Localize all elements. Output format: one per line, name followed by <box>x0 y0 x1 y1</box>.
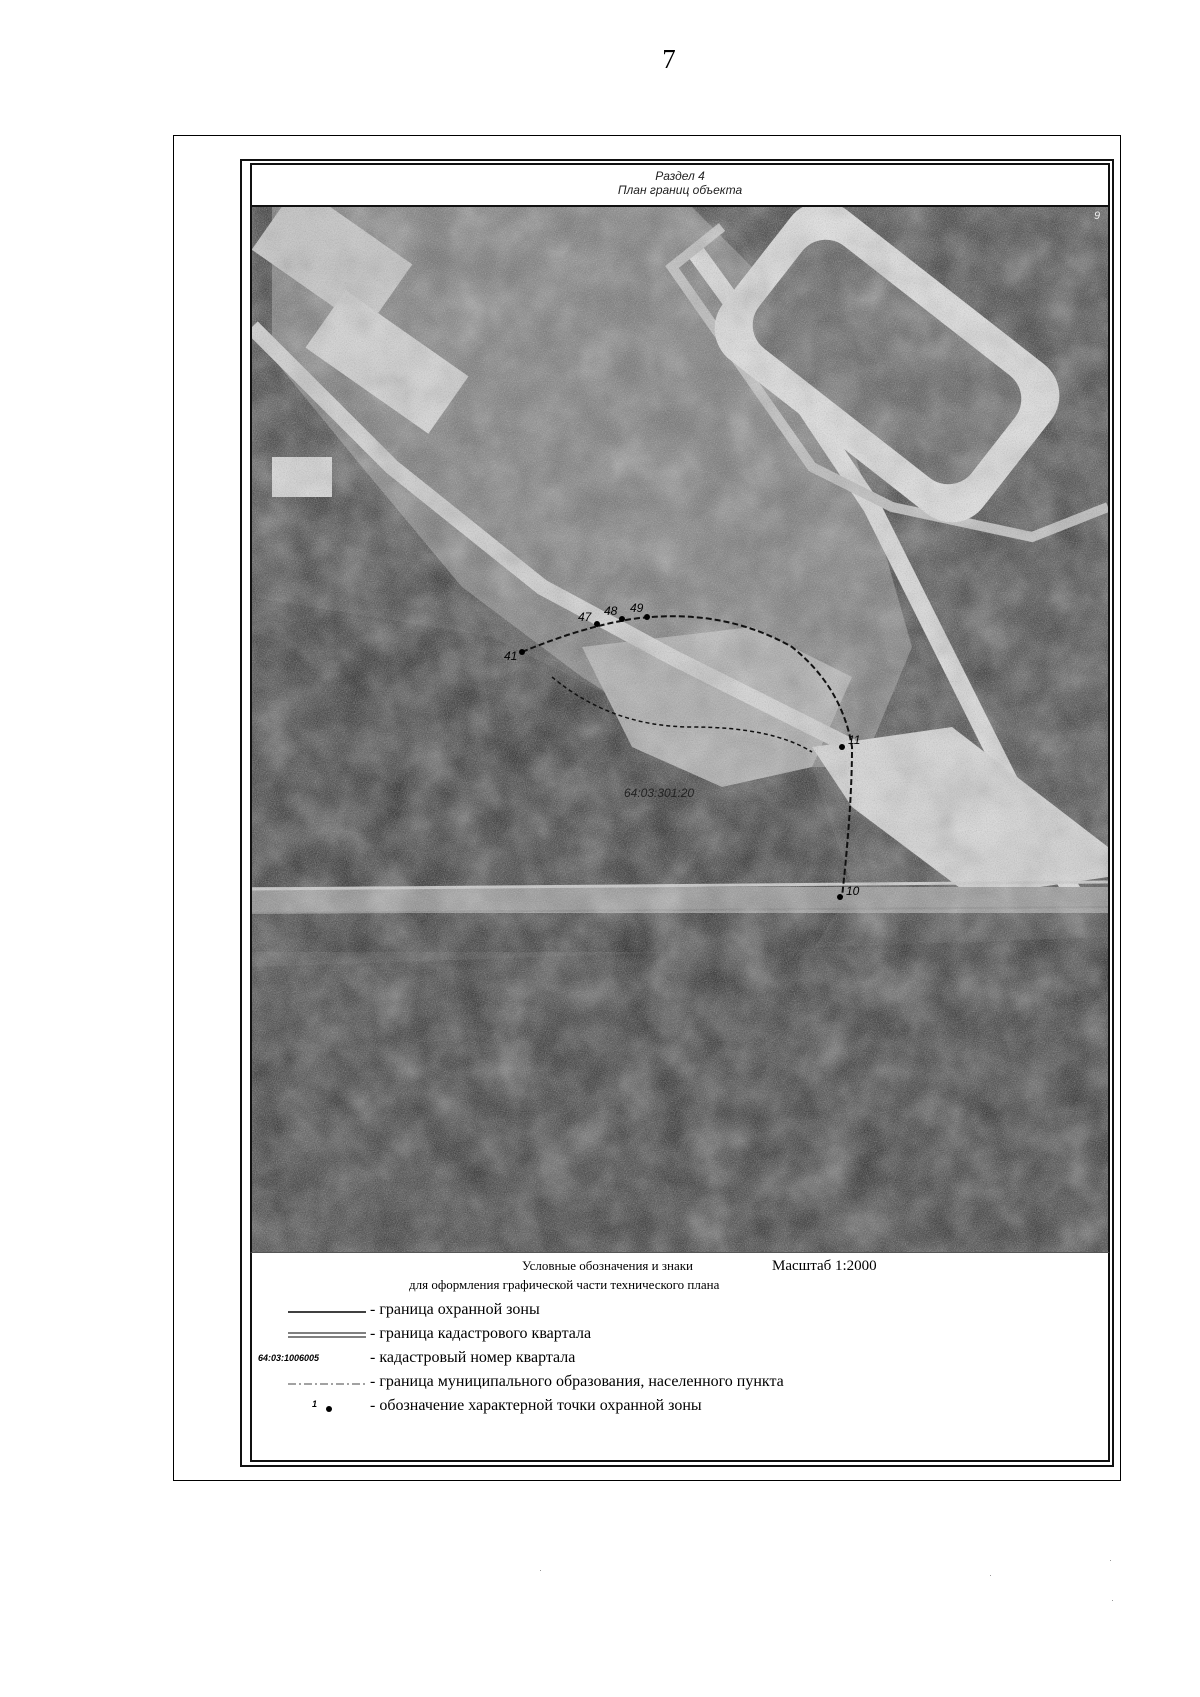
legend-item-cadastral-quarter <box>252 1325 1092 1347</box>
dash-dot-line-icon <box>274 1377 372 1391</box>
scan-dust <box>540 1570 541 1571</box>
legend-item-label: - кадастровый номер квартала <box>370 1349 576 1366</box>
legend-item-label: - граница муниципального образования, населенного пункта <box>370 1373 784 1390</box>
legend-item-label: - граница кадастрового квартала <box>370 1325 592 1342</box>
scan-dust <box>990 1575 991 1576</box>
point-label-11: 11 <box>848 733 861 747</box>
parcel-label: 64:03:301:20 <box>624 786 695 800</box>
cadastral-number-sample: 64:03:1006005 <box>258 1353 320 1363</box>
section-subtitle: План границ объекта <box>617 183 743 197</box>
legend-item-label: - обозначение характерной точки охранной зоны <box>370 1397 702 1414</box>
legend-item-label: - граница охранной зоны <box>370 1301 540 1318</box>
texture-noise <box>252 207 1108 1252</box>
legend-item-municipal-boundary <box>252 1373 1092 1395</box>
point-marker-49 <box>644 614 650 620</box>
point-label-47: 47 <box>578 610 592 624</box>
legend-item-zone-boundary <box>252 1301 1092 1323</box>
section-header <box>250 163 1110 207</box>
scan-dust <box>1112 1600 1113 1601</box>
corner-mark: 9 <box>1094 210 1101 222</box>
legend <box>250 1252 1110 1462</box>
satellite-map[interactable] <box>250 207 1110 1252</box>
point-number-sample: 1 <box>312 1399 318 1409</box>
solid-line-icon <box>274 1305 372 1319</box>
point-marker-10 <box>837 894 843 900</box>
section-title: Раздел 4 <box>655 169 705 183</box>
page-number: 7 <box>662 44 676 74</box>
point-marker-41 <box>519 649 525 655</box>
point-marker-47 <box>594 621 600 627</box>
point-icon <box>274 1401 372 1415</box>
point-label-49: 49 <box>630 601 644 615</box>
point-label-41: 41 <box>504 649 518 663</box>
point-marker-48 <box>619 616 625 622</box>
scan-dust <box>1110 1560 1111 1561</box>
legend-subtitle: для оформления графической части технического плана <box>409 1277 720 1292</box>
legend-item-characteristic-point <box>252 1397 1092 1419</box>
point-label-10: 10 <box>846 884 860 898</box>
point-label-48: 48 <box>604 604 618 618</box>
legend-title: Условные обозначения и знаки <box>522 1258 693 1273</box>
legend-item-cadastral-number <box>252 1349 1092 1371</box>
point-marker-11 <box>839 744 845 750</box>
map-scale: Масштаб 1:2000 <box>772 1258 877 1274</box>
double-line-icon <box>274 1329 372 1343</box>
